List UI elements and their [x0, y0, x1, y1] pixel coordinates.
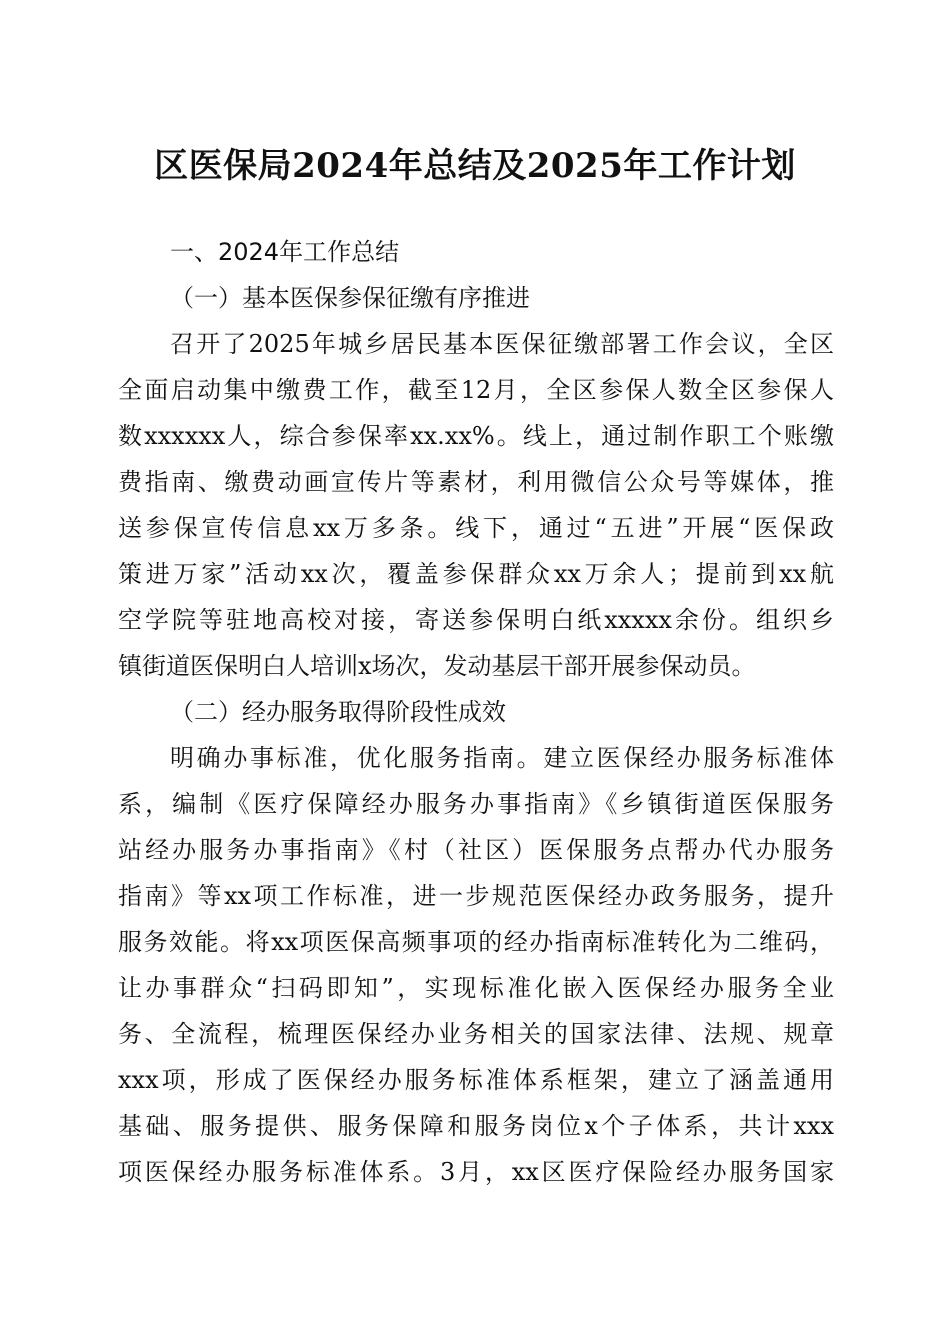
paragraph-line: 明确办事标准，优化服务指南。建立医保经办服务标准体: [170, 744, 834, 772]
paragraph: [118, 321, 834, 689]
paragraph-line: 费指南、缴费动画宣传片等素材，利用微信公众号等媒体，推: [118, 468, 834, 496]
section-heading: 一、2024年工作总结: [170, 238, 400, 266]
paragraph-line: 服务效能。将xx项医保高频事项的经办指南标准转化为二维码，: [118, 928, 834, 956]
paragraph-line: 指南》等xx项工作标准，进一步规范医保经办政务服务，提升: [118, 882, 834, 910]
document-body: [118, 229, 834, 1195]
paragraph-line: 空学院等驻地高校对接，寄送参保明白纸xxxxx余份。组织乡: [118, 606, 834, 634]
paragraph-line: 送参保宣传信息xx万多条。线下，通过“五进”开展“医保政: [118, 514, 834, 542]
paragraph: [118, 735, 834, 1195]
paragraph-line: 全面启动集中缴费工作，截至12月，全区参保人数全区参保人: [118, 376, 834, 404]
paragraph-line: 系，编制《医疗保障经办服务办事指南》《乡镇街道医保服务: [118, 790, 834, 818]
document-title: 区医保局2024年总结及2025年工作计划: [154, 146, 796, 186]
paragraph-line: 数xxxxxx人，综合参保率xx.xx%。线上，通过制作职工个账缴: [118, 422, 834, 450]
subsection-heading: （一）基本医保参保征缴有序推进: [170, 284, 530, 312]
paragraph-line: 站经办服务办事指南》《村（社区）医保服务点帮办代办服务: [118, 836, 834, 864]
paragraph-line: 召开了2025年城乡居民基本医保征缴部署工作会议，全区: [170, 330, 834, 358]
subsection-heading: （二）经办服务取得阶段性成效: [170, 698, 506, 726]
paragraph-line: 项医保经办服务标准体系。3月，xx区医疗保险经办服务国家: [118, 1158, 834, 1186]
paragraph-line: 基础、服务提供、服务保障和服务岗位x个子体系，共计xxx: [118, 1112, 834, 1140]
paragraph-line: 策进万家”活动xx次，覆盖参保群众xx万余人；提前到xx航: [118, 560, 834, 588]
paragraph-line: 务、全流程，梳理医保经办业务相关的国家法律、法规、规章: [118, 1020, 834, 1048]
paragraph-line: xxx项，形成了医保经办服务标准体系框架，建立了涵盖通用: [118, 1066, 834, 1094]
paragraph-line: 让办事群众“扫码即知”，实现标准化嵌入医保经办服务全业: [118, 974, 834, 1002]
paragraph-line: 镇街道医保明白人培训x场次，发动基层干部开展参保动员。: [118, 652, 756, 680]
